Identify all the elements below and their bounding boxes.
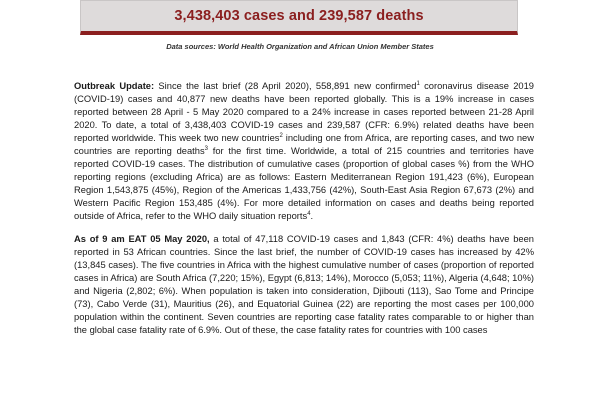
title-banner [80, 0, 518, 35]
footnote-ref: 1 [416, 80, 420, 87]
paragraph-text: Since the last brief (28 April 2020), 558,891 new confirmed [154, 81, 417, 91]
paragraph-text: a total of 47,118 COVID-19 cases and 1,843 (CFR: 4%) deaths have been reported in 53 African countries. Since the last brief, the number of COVID-19 cases has increased by 42% (13,845 cases). The five countries in Africa with the highest cumulative number of cases (proportion of reported cases in Africa) are South Africa (7,220; 15%), Egypt (6,813; 14%), Morocco (5,053; 11%), Algeria (4,648; 10%) and Nigeria (2,802; 6%). When population is taken into consideration, Djibouti (113), Sao Tome and Principe (73), Cabo Verde (31), Mauritius (26), and Equatorial Guinea (22) are reporting the most cases per 100,000 population within the continent. Seven countries are reporting case fatality rates comparable to or higher than the global case fatality rate of 6.9%. Out of these, the case fatality rates for countries with 100 cases [74, 234, 534, 335]
paragraph-text: . [310, 211, 314, 221]
footnote-ref: 4 [307, 210, 311, 217]
paragraph-text: coronavirus disease 2019 (COVID-19) cases and 40,877 new deaths have been reported globally. This is a 19% increase in cases reported between 28 April - 5 May 2020 compared to a 24% increase in cases reported between 21-28 April 2020. To date, a total of 3,438,403 COVID-19 cases and 239,587 (CFR: 6.9%) related deaths have been reported worldwide. This week two new countries [74, 81, 535, 143]
footnote-ref: 2 [279, 132, 283, 139]
paragraph-text: for the first time. Worldwide, a total of 215 countries and territories have reported COVID-19 cases. The distribution of cumulative cases (proportion of global cases %) from the WHO reporting regions (excluding Africa) are as follows: Eastern Mediterranean Region 191,423 (6%), European Region 1,543,875 (45%), Region of the Americas 1,433,756 (42%), South-East Asia Region 67,673 (2%) and Western Pacific Region 153,485 (4%). For more detailed information on cases and deaths being reported outside of Africa, refer to the WHO daily situation reports [74, 146, 534, 221]
data-sources-note: Data sources: World Health Organization and African Union Member States [166, 42, 434, 51]
outbreak-update-paragraph [74, 80, 534, 223]
footnote-ref: 3 [204, 145, 208, 152]
page-title: 3,438,403 cases and 239,587 deaths [174, 8, 424, 24]
document-body [74, 80, 534, 347]
paragraph-text: including one from Africa, are reporting cases, and two new countries are reporting deaths [74, 133, 534, 156]
africa-status-lead: As of 9 am EAT 05 May 2020, [74, 234, 210, 244]
outbreak-update-lead: Outbreak Update: [74, 81, 155, 91]
africa-status-paragraph [74, 233, 534, 337]
